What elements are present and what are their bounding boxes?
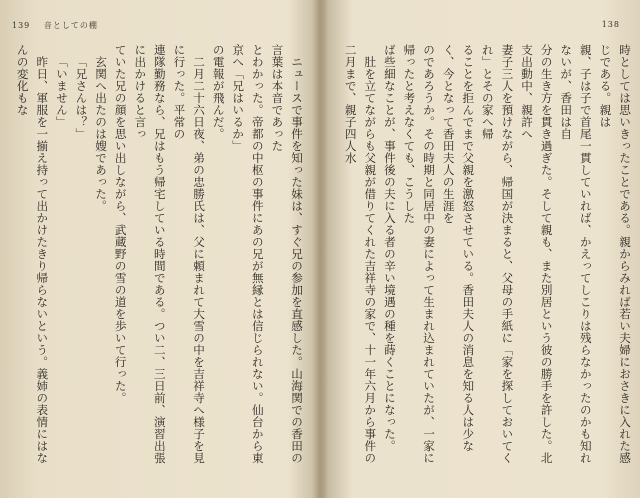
right-page <box>328 0 640 498</box>
left-page-number: 139 <box>12 21 31 30</box>
left-line-4: 二月二十六日夜、弟の忠勝氏は、父に頼まれて大雪の中を吉祥寺へ様子を見に行った。平常の <box>172 44 207 464</box>
left-line-2: とわかった。帝都の中枢の事件にあの兄が無縁とは信じられない。仙台から東京へ「兄はいるか」 <box>231 44 265 464</box>
left-line-8: 「兄さんは？」 <box>74 55 89 140</box>
right-line-3: 分の生き方を貫き過ぎた。そして親も、また別居という彼の勝手を許した。北支出動中、親許へ <box>520 44 554 464</box>
left-line-5: 連隊勤務なら、兄はもう帰宅している時間である。つい二、三日前、演習出張に出かけると言っ <box>133 44 167 464</box>
right-line-1: 時としては思いきったことである。親からみれば若い夫婦におさきに入れた感じである。親は <box>598 44 632 464</box>
left-line-3: の電報が飛んだ。 <box>211 44 226 140</box>
right-page-header <box>602 20 630 29</box>
book-gutter <box>312 0 328 498</box>
right-line-6: のであろうか。その時期と同居中の妻によって生まれ込まれていたが、一家に帰ったと考えなくても、こうした <box>402 44 437 464</box>
left-page-body <box>14 44 306 474</box>
left-line-7: 玄関へ出たのは嫂であった。 <box>94 55 109 212</box>
right-line-4: 妻子三人を預けながら、帰国が決まると、父母の手紙に「家を探しておいてくれ」とその家へ帰 <box>480 44 515 464</box>
right-line-8: 肚を立てながらも父親が借りてくれた吉祥寺の家で、十一年六月から事件の二月まで、親子四人水 <box>343 44 378 464</box>
left-line-1: ニュースで事件を知った妹は、すぐ兄の参加を直感した。山海関での香田の言葉は本音であった <box>270 44 304 464</box>
left-line-6: ていた兄の顔を思い出しながら、武蔵野の雪の道を歩いて行った。 <box>113 44 128 404</box>
left-page <box>0 0 312 498</box>
right-page-number: 138 <box>601 20 620 29</box>
right-line-2: 親、子は子で首尾一貫していれば、かえってしこりは残らなかったのかも知れないが、香田は自 <box>559 44 593 464</box>
left-page-header <box>12 20 108 31</box>
right-page-body <box>340 44 634 474</box>
running-head: 音としての棚 <box>43 21 98 30</box>
left-line-10: 昨日、軍服を一揃え持って出かけたきり帰らないという。義姉の表情にはなんの変化もな <box>15 44 50 464</box>
left-line-9: 「いません」 <box>54 55 69 128</box>
right-line-7: ば些細なことが、事件後の夫に入る者の辛い境遇の種を蒔くことになった。 <box>382 44 397 452</box>
right-line-5: ることを拒んでまで父親を激怒させている。香田夫人の消息を知る人は少なく、今となって香田夫人の生涯を <box>441 44 476 452</box>
